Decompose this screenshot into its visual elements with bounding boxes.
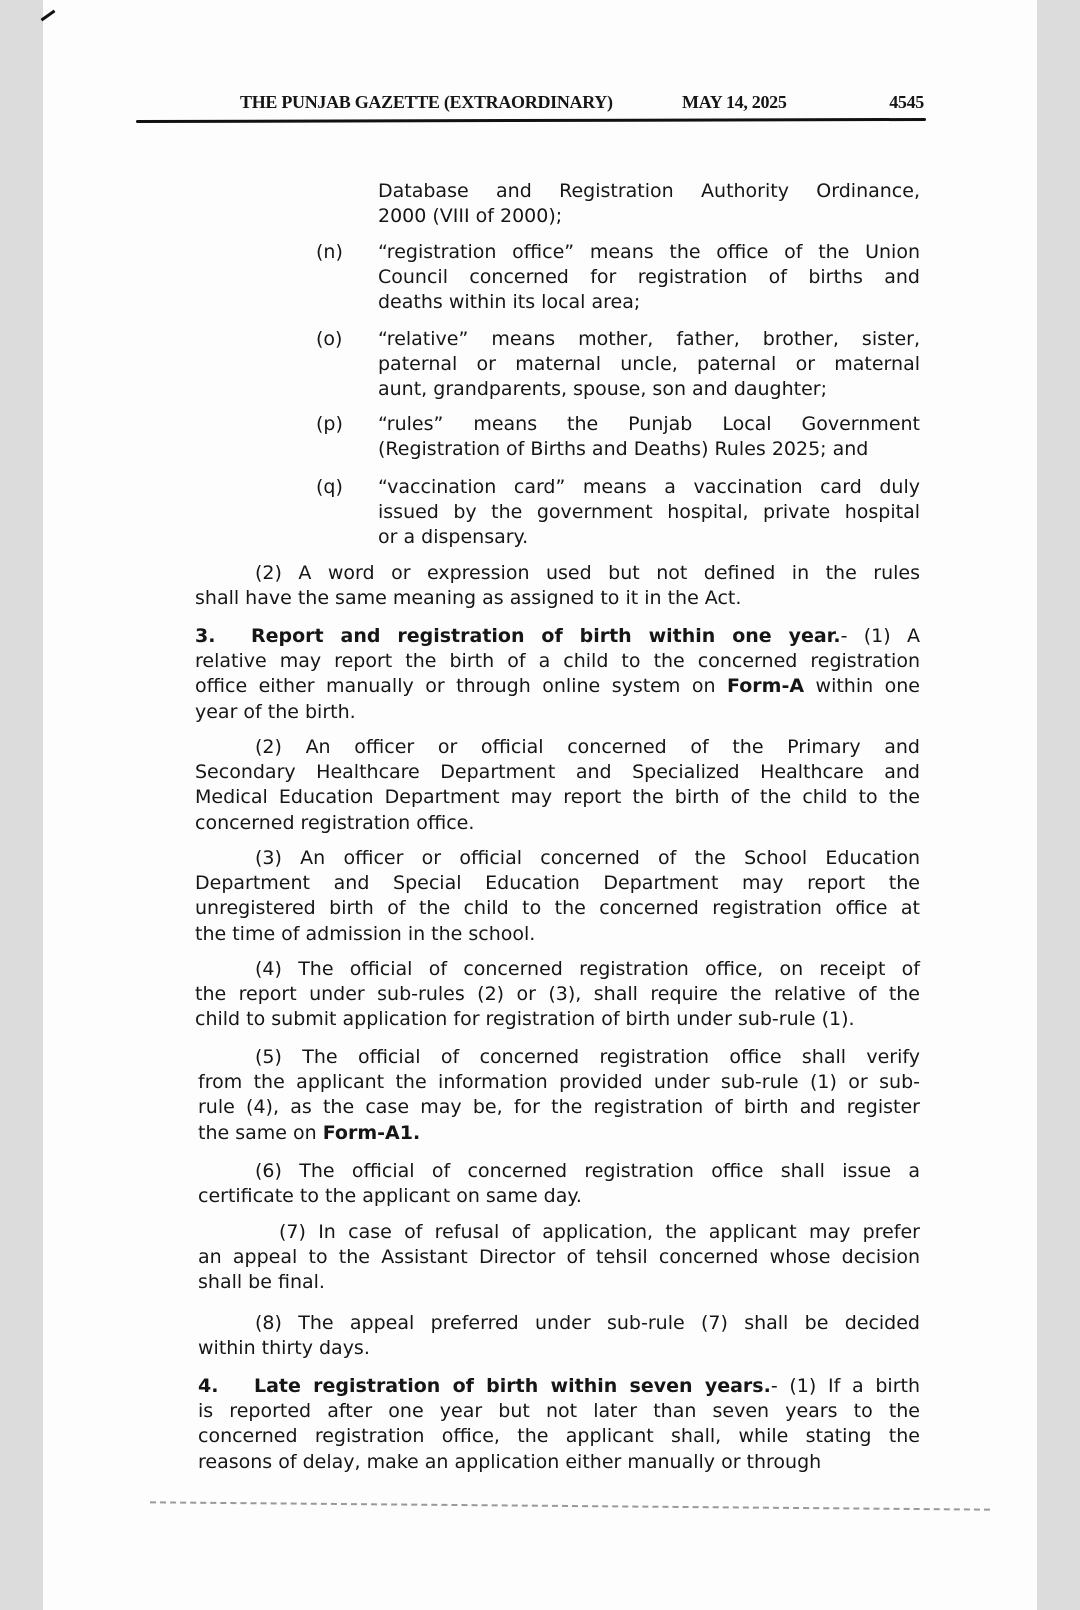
text-line bbox=[378, 412, 920, 437]
text-run: unregistered birth of the child to the concerned registration office at bbox=[195, 897, 920, 920]
page-number: 4545 bbox=[889, 92, 924, 112]
clause-label: (n) bbox=[316, 241, 343, 263]
text-run: from the applicant the information provided under sub-rule (1) or sub- bbox=[198, 1071, 920, 1094]
paragraph bbox=[316, 412, 920, 462]
clause-label: (o) bbox=[316, 328, 343, 350]
text-line bbox=[378, 500, 920, 525]
gazette-date: MAY 14, 2025 bbox=[682, 92, 787, 112]
text-run: (4) The official of concerned registration office, on receipt of bbox=[255, 958, 920, 980]
paragraph bbox=[195, 624, 920, 725]
text-line bbox=[195, 624, 920, 649]
text-run: an appeal to the Assistant Director of tehsil concerned whose decision bbox=[198, 1246, 920, 1269]
bold-text: Late registration of birth within seven years. bbox=[254, 1375, 771, 1397]
gazette-title: THE PUNJAB GAZETTE (EXTRAORDINARY) bbox=[240, 92, 613, 112]
text-run: “rules” means the Punjab Local Government bbox=[378, 413, 920, 435]
text-run: “relative” means mother, father, brother, sister, bbox=[378, 328, 920, 350]
text-line bbox=[198, 1121, 920, 1146]
bold-text: Report and registration of birth within one year. bbox=[251, 625, 841, 647]
text-line bbox=[195, 846, 920, 871]
text-line bbox=[198, 1374, 920, 1399]
text-run: shall have the same meaning as assigned to it in the Act. bbox=[195, 587, 742, 610]
text-line bbox=[195, 1007, 920, 1032]
text-run: year of the birth. bbox=[195, 700, 356, 723]
text-line bbox=[198, 1399, 920, 1424]
text-line bbox=[195, 649, 920, 674]
text-line bbox=[195, 674, 920, 699]
text-line bbox=[195, 760, 920, 785]
text-line bbox=[198, 1311, 920, 1336]
paragraph bbox=[316, 475, 920, 551]
paragraph bbox=[316, 327, 920, 403]
text-line bbox=[195, 586, 920, 611]
text-line bbox=[195, 871, 920, 896]
text-line bbox=[195, 957, 920, 982]
text-run: 2000 (VIII of 2000); bbox=[378, 205, 563, 228]
text-run: rule (4), as the case may be, for the registration of birth and register bbox=[198, 1096, 920, 1119]
text-line bbox=[198, 1270, 920, 1295]
text-line bbox=[198, 1045, 920, 1070]
text-line bbox=[195, 700, 920, 725]
text-run: office either manually or through online system on bbox=[195, 675, 728, 698]
text-run: (5) The official of concerned registration office shall verify bbox=[255, 1046, 920, 1068]
text-line bbox=[195, 785, 920, 810]
text-line bbox=[378, 437, 920, 462]
text-run: certificate to the applicant on same day. bbox=[198, 1185, 582, 1208]
text-line bbox=[198, 1336, 920, 1361]
text-line bbox=[378, 240, 920, 265]
text-line bbox=[195, 561, 920, 586]
text-line bbox=[378, 525, 920, 550]
text-run: paternal or maternal uncle, paternal or maternal bbox=[378, 353, 920, 376]
text-line bbox=[198, 1245, 920, 1270]
text-run: (7) In case of refusal of application, the applicant may prefer bbox=[279, 1221, 920, 1243]
text-run: “registration office” means the office of the Union bbox=[378, 241, 920, 263]
text-run: (6) The official of concerned registration office shall issue a bbox=[255, 1160, 920, 1182]
text-line bbox=[198, 1095, 920, 1120]
bold-text: Form-A bbox=[727, 675, 805, 698]
text-run: issued by the government hospital, private hospital bbox=[378, 501, 920, 524]
text-run: the time of admission in the school. bbox=[195, 922, 536, 945]
text-line bbox=[198, 1159, 920, 1184]
text-run: Department and Special Education Department may report the bbox=[195, 872, 920, 895]
text-line bbox=[378, 327, 920, 352]
text-run: (2) A word or expression used but not defined in the rules bbox=[255, 562, 920, 584]
text-line bbox=[195, 982, 920, 1007]
paragraph bbox=[195, 957, 920, 1033]
text-run: (8) The appeal preferred under sub-rule (7) shall be decided bbox=[255, 1312, 920, 1334]
paragraph bbox=[195, 846, 920, 947]
text-run: (Registration of Births and Deaths) Rules 2025; and bbox=[378, 438, 869, 461]
text-run: within one bbox=[804, 675, 920, 698]
paragraph bbox=[198, 1159, 920, 1209]
text-run: - (1) If a birth bbox=[770, 1375, 920, 1397]
text-run: Secondary Healthcare Department and Specialized Healthcare and bbox=[195, 761, 920, 784]
text-run: Medical Education Department may report the birth of the child to the bbox=[195, 786, 920, 809]
text-run: within thirty days. bbox=[198, 1337, 370, 1360]
text-line bbox=[198, 1424, 920, 1449]
text-run: is reported after one year but not later than seven years to the bbox=[198, 1400, 920, 1423]
text-run: reasons of delay, make an application either manually or through bbox=[198, 1450, 822, 1473]
text-run: the report under sub-rules (2) or (3), shall require the relative of the bbox=[195, 983, 920, 1006]
text-line bbox=[198, 1220, 920, 1245]
page-header bbox=[240, 92, 924, 116]
text-run: aunt, grandparents, spouse, son and daughter; bbox=[378, 378, 828, 401]
section-number: 3. bbox=[195, 625, 216, 647]
text-line bbox=[198, 1070, 920, 1095]
text-run: concerned registration office. bbox=[195, 811, 475, 834]
text-run: Council concerned for registration of births and bbox=[378, 266, 920, 289]
paragraph bbox=[198, 1311, 920, 1361]
paragraph bbox=[198, 1045, 920, 1146]
text-run: child to submit application for registration of birth under sub-rule (1). bbox=[195, 1008, 855, 1031]
bold-text: Form-A1. bbox=[322, 1121, 421, 1144]
text-line bbox=[378, 265, 920, 290]
text-run: shall be final. bbox=[198, 1271, 325, 1294]
clause-label: (p) bbox=[316, 413, 343, 435]
section-number: 4. bbox=[198, 1375, 219, 1397]
text-run: Database and Registration Authority Ordinance, bbox=[378, 180, 920, 202]
text-line bbox=[378, 352, 920, 377]
text-run: (3) An officer or official concerned of the School Education bbox=[255, 847, 920, 869]
paragraph bbox=[198, 1374, 920, 1475]
text-run: deaths within its local area; bbox=[378, 291, 641, 314]
text-line bbox=[195, 922, 920, 947]
text-run: (2) An officer or official concerned of the Primary and bbox=[255, 736, 920, 758]
paragraph bbox=[195, 561, 920, 611]
text-run: “vaccination card” means a vaccination card duly bbox=[378, 476, 920, 498]
text-run: concerned registration office, the applicant shall, while stating the bbox=[198, 1425, 920, 1448]
text-line bbox=[378, 377, 920, 402]
text-line bbox=[378, 204, 920, 229]
text-run: - (1) A bbox=[840, 625, 920, 647]
text-line bbox=[198, 1450, 920, 1475]
text-line bbox=[195, 896, 920, 921]
text-line bbox=[378, 179, 920, 204]
text-line bbox=[198, 1184, 920, 1209]
text-line bbox=[378, 475, 920, 500]
paragraph bbox=[316, 240, 920, 316]
paragraph bbox=[195, 735, 920, 836]
text-line bbox=[195, 811, 920, 836]
text-run: or a dispensary. bbox=[378, 526, 529, 549]
text-run: relative may report the birth of a child to the concerned registration bbox=[195, 650, 920, 673]
text-run: the same on bbox=[198, 1121, 323, 1144]
paragraph bbox=[198, 1220, 920, 1296]
text-line bbox=[378, 290, 920, 315]
clause-label: (q) bbox=[316, 476, 343, 498]
paragraph bbox=[378, 179, 920, 229]
text-line bbox=[195, 735, 920, 760]
